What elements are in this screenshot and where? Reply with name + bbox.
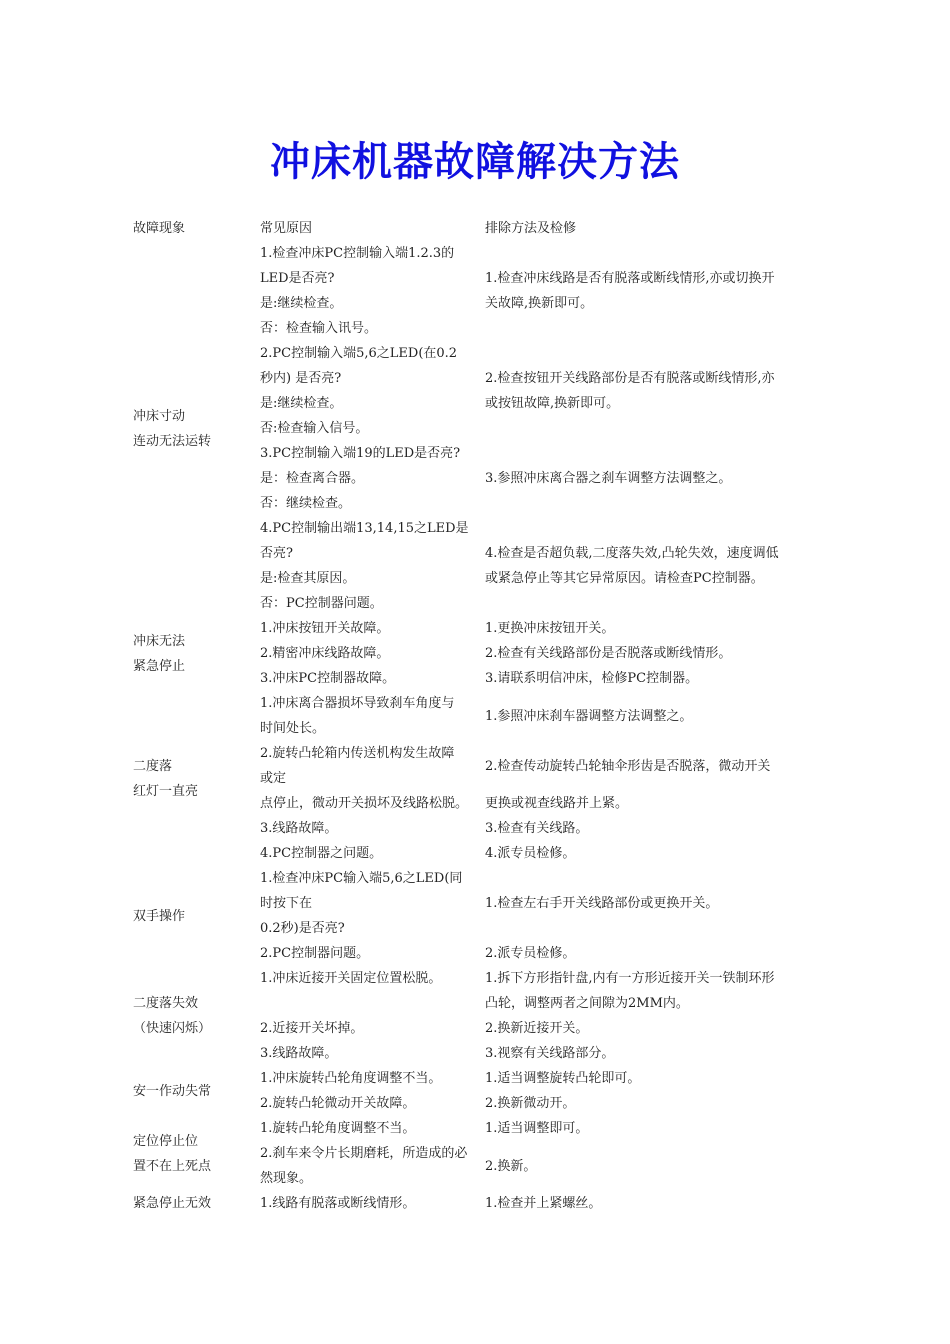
remedy-text: 1.检查并上紧螺丝。 (485, 1196, 602, 1211)
cause-cell (260, 1041, 485, 1066)
table-row (133, 616, 833, 641)
cause-text: 是：检查离合器。 (260, 471, 365, 486)
cause-cell (260, 641, 485, 666)
cause-text: 否：检查输入讯号。 (260, 321, 378, 336)
remedy-text: 3.检查有关线路。 (485, 821, 589, 836)
remedy-cell (485, 966, 833, 1016)
cause-text: 1.旋转凸轮角度调整不当。 (260, 1121, 416, 1136)
table-row (133, 966, 833, 1016)
cause-text: 时间处长。 (260, 721, 326, 736)
fault-phenomenon-cell (133, 1191, 260, 1216)
cause-text: 2.旋转凸轮微动开关故障。 (260, 1096, 416, 1111)
cause-text: 1.检查冲床PC输入端5,6之LED(同 (260, 871, 463, 886)
cause-text: 1.冲床旋转凸轮角度调整不当。 (260, 1071, 442, 1086)
cause-text: 是:继续检查。 (260, 296, 343, 311)
cause-text: LED是否亮? (260, 271, 335, 286)
document-title: 冲床机器故障解决方法 (270, 139, 680, 185)
remedy-text: 2.检查传动旋转凸轮轴伞形齿是否脱落，微动开关 (485, 758, 771, 774)
remedy-text: 2.检查按钮开关线路部份是否有脱落或断线情形,亦 (485, 371, 775, 386)
remedy-text: 2.换新。 (485, 1158, 537, 1174)
cause-text: 1.检查冲床PC控制输入端1.2.3的 (260, 246, 455, 261)
cause-text: 1.冲床离合器损坏导致刹车角度与 (260, 696, 455, 711)
remedy-text: 3.参照冲床离合器之刹车调整方法调整之。 (485, 471, 732, 486)
cause-cell (260, 516, 485, 616)
cause-text: 点停止，微动开关损坏及线路松脱。 (260, 796, 469, 811)
fault-phenomenon-cell (133, 241, 260, 616)
phenomenon-text: 连动无法运转 (133, 433, 212, 449)
remedy-text: 2.换新微动开。 (485, 1096, 576, 1111)
cause-text: 是:继续检查。 (260, 396, 343, 411)
remedy-text: 2.派专员检修。 (485, 946, 576, 961)
phenomenon-text: 二度落 (133, 758, 173, 774)
cause-text: 1.冲床近接开关固定位置松脱。 (260, 971, 442, 986)
remedy-cell (485, 1066, 833, 1091)
cause-text: 2.近接开关坏掉。 (260, 1021, 364, 1036)
remedy-cell (485, 516, 833, 616)
cause-text: 否：PC控制器问题。 (260, 596, 383, 611)
remedy-cell (485, 1141, 833, 1191)
remedy-text: 1.参照冲床刹车器调整方法调整之。 (485, 708, 693, 724)
table-row (133, 866, 833, 941)
header-phenomenon: 故障现象 (133, 221, 186, 236)
table-row (133, 1116, 833, 1141)
remedy-text: 2.换新近接开关。 (485, 1021, 589, 1036)
phenomenon-text: 定位停止位 (133, 1133, 199, 1149)
remedy-text: 关故障,换新即可。 (485, 296, 594, 311)
phenomenon-text: 置不在上死点 (133, 1158, 212, 1174)
fault-phenomenon-cell (133, 966, 260, 1066)
remedy-cell (485, 741, 833, 791)
remedy-cell (485, 441, 833, 516)
phenomenon-text: 紧急停止 (133, 658, 186, 674)
remedy-text: 3.请联系明信冲床，检修PC控制器。 (485, 671, 699, 686)
cause-text: 2.刹车来令片长期磨耗，所造成的必 (260, 1146, 468, 1161)
remedy-cell (485, 341, 833, 441)
remedy-cell (485, 241, 833, 341)
cause-text: 1.线路有脱落或断线情形。 (260, 1196, 416, 1211)
cause-text: 4.PC控制输出端13,14,15之LED是 (260, 521, 469, 536)
cause-cell (260, 816, 485, 841)
remedy-text: 1.检查左右手开关线路部份或更换开关。 (485, 896, 719, 911)
phenomenon-text: 双手操作 (133, 908, 186, 924)
table-row (133, 241, 833, 341)
remedy-text: 1.适当调整即可。 (485, 1121, 589, 1136)
cause-cell (260, 341, 485, 441)
remedy-text: 3.视察有关线路部分。 (485, 1046, 615, 1061)
phenomenon-text: 红灯一直亮 (133, 783, 199, 799)
table-row (133, 1191, 833, 1216)
remedy-cell (485, 816, 833, 841)
remedy-cell (485, 1091, 833, 1116)
remedy-text: 凸轮，调整两者之间隙为2MM内。 (485, 996, 689, 1011)
cause-cell (260, 441, 485, 516)
table-row (133, 691, 833, 741)
remedy-cell (485, 641, 833, 666)
remedy-text: 或按钮故障,换新即可。 (485, 396, 620, 411)
remedy-text: 2.检查有关线路部份是否脱落或断线情形。 (485, 646, 732, 661)
remedy-text: 4.派专员检修。 (485, 846, 576, 861)
remedy-cell (485, 1016, 833, 1041)
fault-phenomenon-cell (133, 616, 260, 691)
cause-text: 秒内) 是否亮? (260, 371, 342, 386)
fault-phenomenon-cell (133, 691, 260, 866)
cause-cell (260, 1016, 485, 1041)
fault-table (133, 216, 833, 1216)
remedy-cell (485, 866, 833, 941)
cause-text: 3.PC控制输入端19的LED是否亮? (260, 446, 461, 461)
cause-text: 4.PC控制器之问题。 (260, 846, 383, 861)
header-cause: 常见原因 (260, 221, 313, 236)
remedy-text: 4.检查是否超负载,二度落失效,凸轮失效，速度调低 (485, 546, 779, 561)
cause-text: 否亮? (260, 546, 293, 561)
cause-text: 否：继续检查。 (260, 496, 352, 511)
remedy-text: 或紧急停止等其它异常原因。请检查PC控制器。 (485, 571, 764, 586)
cause-cell (260, 1066, 485, 1091)
header-remedy: 排除方法及检修 (485, 221, 577, 236)
cause-cell (260, 1141, 485, 1191)
cause-cell (260, 241, 485, 341)
cause-cell (260, 941, 485, 966)
cause-text: 2.旋转凸轮箱内传送机构发生故障 (260, 746, 455, 761)
fault-table-body (133, 216, 833, 1216)
cause-cell (260, 1191, 485, 1216)
phenomenon-text: 二度落失效 (133, 996, 199, 1011)
cause-text: 时按下在 (260, 896, 313, 911)
remedy-cell (485, 616, 833, 641)
cause-text: 然现象。 (260, 1171, 313, 1186)
cause-cell (260, 741, 485, 791)
cause-text: 或定 (260, 771, 287, 786)
cause-text: 2.精密冲床线路故障。 (260, 646, 390, 661)
table-header-row (133, 216, 833, 241)
cause-text: 1.冲床按钮开关故障。 (260, 621, 390, 636)
phenomenon-text: （快速闪烁） (133, 1021, 212, 1036)
phenomenon-text: 安一作动失常 (133, 1083, 212, 1099)
remedy-text: 1.检查冲床线路是否有脱落或断线情形,亦或切换开 (485, 271, 775, 286)
remedy-cell (485, 941, 833, 966)
remedy-text: 1.拆下方形指针盘,内有一方形近接开关一铁制环形 (485, 971, 775, 986)
cause-text: 2.PC控制器问题。 (260, 946, 370, 961)
remedy-cell (485, 1041, 833, 1066)
cause-text: 3.线路故障。 (260, 1046, 338, 1061)
cause-text: 3.线路故障。 (260, 821, 338, 836)
cause-text: 2.PC控制输入端5,6之LED(在0.2 (260, 346, 458, 361)
remedy-text: 1.适当调整旋转凸轮即可。 (485, 1071, 641, 1086)
fault-phenomenon-cell (133, 1066, 260, 1116)
remedy-text: 更换或视查线路并上紧。 (485, 796, 629, 811)
remedy-cell (485, 841, 833, 866)
phenomenon-text: 冲床寸动 (133, 408, 186, 424)
cause-text (260, 991, 485, 1016)
cause-cell (260, 616, 485, 641)
remedy-cell (485, 666, 833, 691)
fault-phenomenon-cell (133, 1116, 260, 1191)
cause-cell (260, 1091, 485, 1116)
remedy-cell (485, 1116, 833, 1141)
remedy-cell (485, 1191, 833, 1216)
phenomenon-text: 紧急停止无效 (133, 1196, 212, 1211)
cause-cell (260, 841, 485, 866)
cause-text: 0.2秒)是否亮? (260, 921, 345, 936)
cause-text: 3.冲床PC控制器故障。 (260, 671, 396, 686)
cause-text: 否:检查输入信号。 (260, 421, 369, 436)
remedy-text: 1.更换冲床按钮开关。 (485, 621, 615, 636)
cause-cell (260, 866, 485, 941)
cause-cell (260, 966, 485, 1016)
phenomenon-text: 冲床无法 (133, 633, 186, 649)
remedy-cell (485, 791, 833, 816)
table-row (133, 1066, 833, 1091)
fault-phenomenon-cell (133, 866, 260, 966)
cause-cell (260, 1116, 485, 1141)
remedy-cell (485, 691, 833, 741)
cause-cell (260, 666, 485, 691)
cause-cell (260, 691, 485, 741)
cause-text: 是:检查其原因。 (260, 571, 356, 586)
cause-cell (260, 791, 485, 816)
